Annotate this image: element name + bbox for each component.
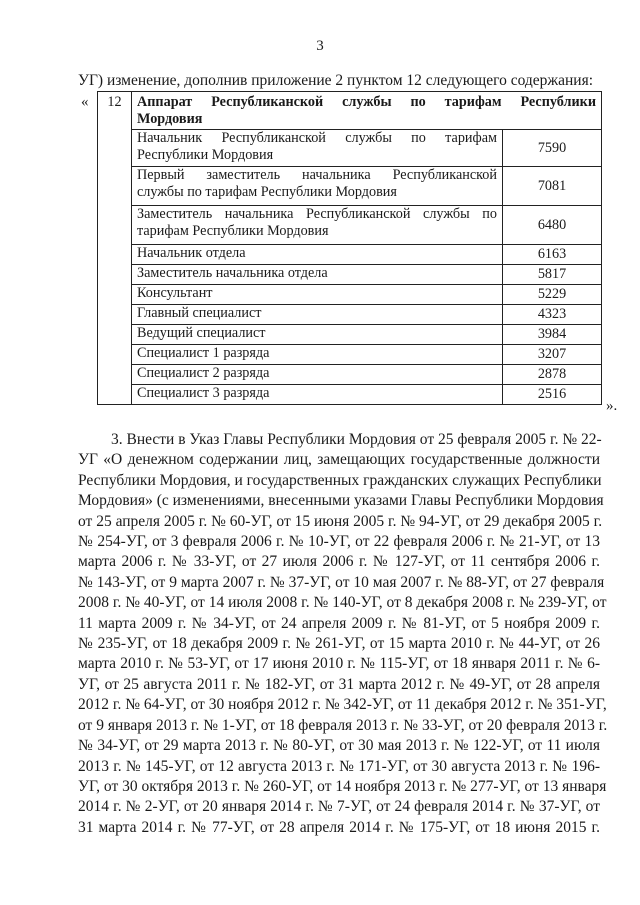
paragraph-line: Республики Мордовия, и государственных гражданских служащих Республики [78,471,602,489]
row-number-cell: 12 [98,92,132,405]
position-cell [132,167,503,206]
position-line-1: Первый заместитель начальника Республиканской [137,167,497,183]
table-row [98,305,602,325]
table-row [98,245,602,265]
position-cell: Специалист 1 разряда [132,345,503,365]
table-row [98,345,602,365]
paragraph-line: 11 марта 2009 г. № 34-УГ, от 24 апреля 2009 г. № 81-УГ, от 5 ноября 2009 г. [78,614,600,632]
salary-cell: 5817 [503,265,602,285]
table-row [98,385,602,405]
salary-table [97,91,602,405]
paragraph-line: марта 2010 г. № 53-УГ, от 17 июня 2010 г. № 115-УГ, от 18 января 2011 г. № 6- [78,655,600,673]
table-row [98,325,602,345]
position-line-2: Республики Мордовия [137,147,274,163]
position-cell: Начальник отдела [132,245,503,265]
table-row [98,167,602,206]
table-header-row [98,92,602,130]
table-row [98,285,602,305]
opening-quote: « [81,94,89,110]
position-line-1: Начальник Республиканской службы по тарифам [137,130,497,146]
table-row [98,130,602,167]
position-cell: Консультант [132,285,503,305]
paragraph-line: № 143-УГ, от 9 марта 2007 г. № 37-УГ, от 10 мая 2007 г. № 88-УГ, от 27 февраля [78,573,605,591]
salary-cell: 7590 [503,130,602,167]
page-number: 3 [316,38,324,54]
position-cell: Специалист 2 разряда [132,365,503,385]
intro-text: УГ) изменение, дополнив приложение 2 пунктом 12 следующего содержания: [78,72,594,89]
paragraph-line: Мордовия» (с изменениями, внесенными указами Главы Республики Мордовия [78,492,604,510]
salary-cell: 3984 [503,325,602,345]
paragraph-line: 2008 г. № 40-УГ, от 14 июля 2008 г. № 140-УГ, от 8 декабря 2008 г. № 239-УГ, от [78,594,607,612]
position-cell [132,206,503,245]
salary-cell: 6163 [503,245,602,265]
salary-cell: 2516 [503,385,602,405]
paragraph-line: УГ «О денежном содержании лиц, замещающих государственные должности [78,451,600,469]
paragraph-line: № 254-УГ, от 3 февраля 2006 г. № 10-УГ, от 22 февраля 2006 г. № 21-УГ, от 13 [78,533,600,551]
salary-cell: 3207 [503,345,602,365]
salary-cell: 6480 [503,206,602,245]
position-line-1: Заместитель начальника Республиканской службы по [137,206,497,222]
header-line-2: Мордовия [137,111,203,127]
paragraph-line: от 9 января 2013 г. № 1-УГ, от 18 февраля 2013 г. № 33-УГ, от 20 февраля 2013 г. [78,716,608,734]
position-cell: Ведущий специалист [132,325,503,345]
table-header-cell [132,92,602,130]
position-cell [132,130,503,167]
paragraph-line: 31 марта 2014 г. № 77-УГ, от 28 апреля 2014 г. № 175-УГ, от 18 июня 2015 г. [78,818,600,836]
paragraph-line: марта 2006 г. № 33-УГ, от 27 июля 2006 г. № 127-УГ, от 11 сентября 2006 г. [78,553,600,571]
paragraph-line: 3. Внести в Указ Главы Республики Мордовия от 25 февраля 2005 г. № 22- [111,431,602,448]
position-line-2: службы по тарифам Республики Мордовия [137,184,397,200]
position-line-2: тарифам Республики Мордовия [137,223,329,239]
paragraph-line: № 235-УГ, от 18 декабря 2009 г. № 261-УГ, от 15 марта 2010 г. № 44-УГ, от 26 [78,635,600,653]
position-cell: Специалист 3 разряда [132,385,503,405]
salary-cell: 7081 [503,167,602,206]
salary-cell: 5229 [503,285,602,305]
paragraph-line: УГ, от 25 августа 2011 г. № 182-УГ, от 31 марта 2012 г. № 49-УГ, от 28 апреля [78,675,600,693]
amendment-paragraph [78,430,608,838]
paragraph-line: УГ, от 30 октября 2013 г. № 260-УГ, от 14 ноября 2013 г. № 277-УГ, от 13 января [78,777,607,795]
table-row [98,206,602,245]
paragraph-line: 2012 г. № 64-УГ, от 30 ноября 2012 г. № 342-УГ, от 11 декабря 2012 г. № 351-УГ, [78,696,607,714]
paragraph-line: от 25 апреля 2005 г. № 60-УГ, от 15 июня 2005 г. № 94-УГ, от 29 декабря 2005 г. [78,512,603,530]
position-cell: Главный специалист [132,305,503,325]
paragraph-line: 2013 г. № 145-УГ, от 12 августа 2013 г. № 171-УГ, от 30 августа 2013 г. № 196- [78,757,600,775]
table-row [98,365,602,385]
paragraph-line: 2014 г. № 2-УГ, от 20 января 2014 г. № 7-УГ, от 24 февраля 2014 г. № 37-УГ, от [78,798,600,816]
paragraph-line: № 34-УГ, от 29 марта 2013 г. № 80-УГ, от 30 мая 2013 г. № 122-УГ, от 11 июля [78,737,600,755]
closing-quote: ». [606,398,618,414]
salary-cell: 2878 [503,365,602,385]
header-line-1: Аппарат Республиканской службы по тарифам Республики [137,94,596,110]
position-cell: Заместитель начальника отдела [132,265,503,285]
table-row [98,265,602,285]
salary-cell: 4323 [503,305,602,325]
